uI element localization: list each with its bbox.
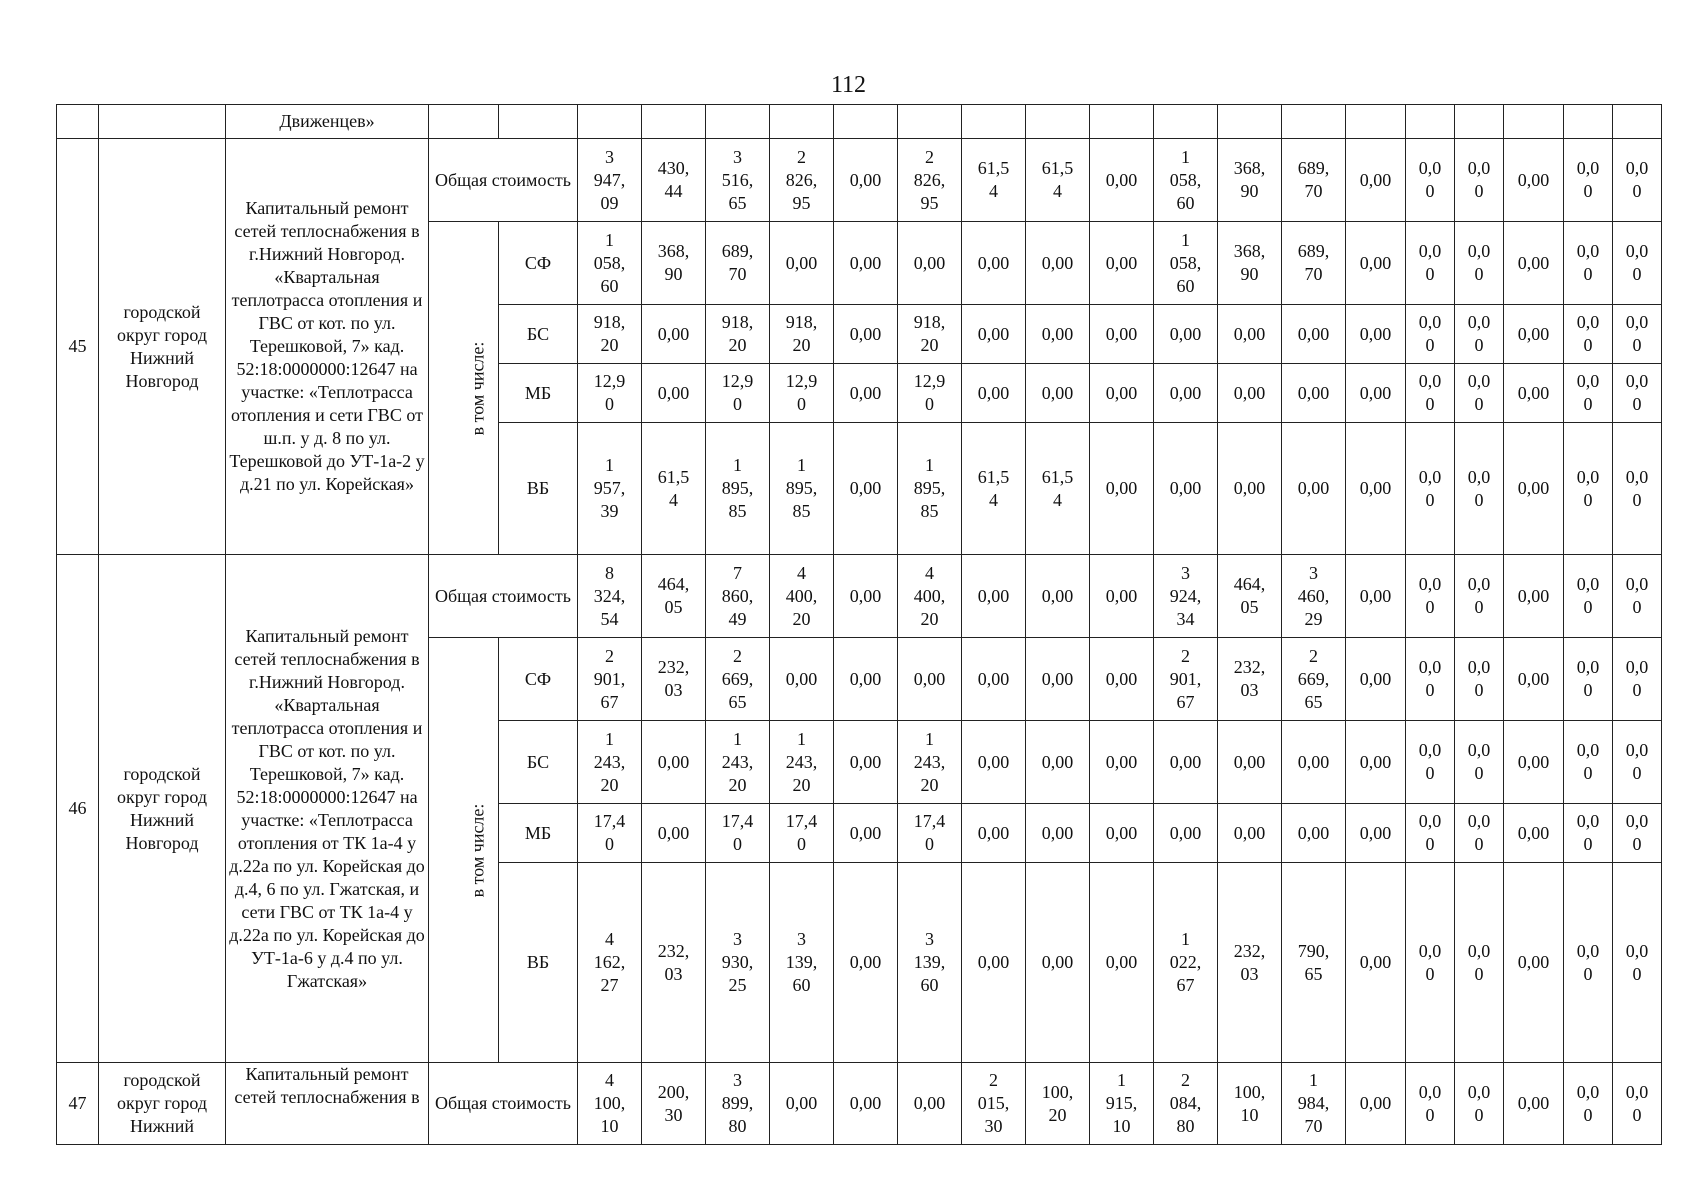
value-cell: 0,00 [1154, 804, 1218, 863]
value-cell: 61,5 4 [1026, 139, 1090, 222]
empty-cell [1154, 105, 1218, 139]
municipality-cell: городской округ город Нижний Новгород [99, 139, 226, 555]
table-row [57, 1063, 1662, 1145]
value-cell: 0,00 [962, 721, 1026, 804]
row-number: 47 [57, 1063, 99, 1145]
value-cell: 0,00 [1026, 222, 1090, 305]
empty-cell [578, 105, 642, 139]
value-cell: 0,00 [1346, 721, 1406, 804]
value-cell: 12,9 0 [578, 364, 642, 423]
value-cell: 0,00 [962, 863, 1026, 1063]
value-cell: 0,00 [1346, 222, 1406, 305]
value-cell: 12,9 0 [898, 364, 962, 423]
value-cell: 0,00 [1346, 804, 1406, 863]
value-cell: 0,0 0 [1564, 364, 1613, 423]
value-cell: 0,00 [834, 863, 898, 1063]
empty-cell [1218, 105, 1282, 139]
value-cell: 2 669, 65 [1282, 638, 1346, 721]
value-cell: 0,0 0 [1455, 555, 1504, 638]
empty-cell [1406, 105, 1455, 139]
value-cell: 0,0 0 [1564, 804, 1613, 863]
value-cell: 430, 44 [642, 139, 706, 222]
value-cell: 0,0 0 [1613, 638, 1662, 721]
row-number: 45 [57, 139, 99, 555]
empty-cell [834, 105, 898, 139]
funding-source-label: МБ [499, 804, 578, 863]
value-cell: 1 895, 85 [706, 423, 770, 555]
value-cell: 0,00 [834, 364, 898, 423]
value-cell: 0,00 [1504, 804, 1564, 863]
empty-cell [1613, 105, 1662, 139]
value-cell: 17,4 0 [706, 804, 770, 863]
value-cell: 0,0 0 [1564, 305, 1613, 364]
funding-source-label: СФ [499, 222, 578, 305]
value-cell: 2 826, 95 [770, 139, 834, 222]
value-cell: 0,00 [1090, 863, 1154, 1063]
value-cell: 2 901, 67 [578, 638, 642, 721]
value-cell: 0,00 [1090, 804, 1154, 863]
value-cell: 1 058, 60 [1154, 139, 1218, 222]
value-cell: 232, 03 [642, 638, 706, 721]
value-cell: 0,00 [1090, 555, 1154, 638]
empty-cell [1564, 105, 1613, 139]
value-cell: 0,00 [962, 364, 1026, 423]
value-cell: 0,00 [1346, 364, 1406, 423]
value-cell: 0,00 [1218, 721, 1282, 804]
value-cell: 0,00 [642, 305, 706, 364]
funding-source-label: БС [499, 721, 578, 804]
value-cell: 0,00 [1026, 555, 1090, 638]
value-cell: 0,0 0 [1455, 423, 1504, 555]
value-cell: 0,0 0 [1455, 364, 1504, 423]
value-cell: 0,00 [834, 804, 898, 863]
value-cell: 17,4 0 [578, 804, 642, 863]
in-that-number-cell [429, 638, 499, 1063]
value-cell: 2 015, 30 [962, 1063, 1026, 1145]
value-cell: 3 460, 29 [1282, 555, 1346, 638]
value-cell: 1 243, 20 [578, 721, 642, 804]
value-cell: 0,00 [1504, 139, 1564, 222]
value-cell: 0,00 [1090, 638, 1154, 721]
value-cell: 0,00 [1154, 364, 1218, 423]
empty-cell [499, 105, 578, 139]
value-cell: 0,0 0 [1455, 804, 1504, 863]
value-cell: 0,00 [1026, 804, 1090, 863]
investment-table [56, 104, 1662, 1145]
description-cell: Движенцев» [226, 105, 429, 139]
value-cell: 2 901, 67 [1154, 638, 1218, 721]
value-cell: 0,0 0 [1406, 555, 1455, 638]
value-cell: 0,00 [962, 804, 1026, 863]
value-cell: 1 058, 60 [578, 222, 642, 305]
value-cell: 3 139, 60 [898, 863, 962, 1063]
empty-cell [770, 105, 834, 139]
value-cell: 61,5 4 [962, 139, 1026, 222]
description-cell: Капитальный ремонт сетей теплоснабжения в [226, 1063, 429, 1145]
value-cell: 61,5 4 [962, 423, 1026, 555]
value-cell: 689, 70 [1282, 222, 1346, 305]
value-cell: 0,00 [1282, 804, 1346, 863]
value-cell: 0,0 0 [1455, 139, 1504, 222]
value-cell: 4 400, 20 [898, 555, 962, 638]
value-cell: 790, 65 [1282, 863, 1346, 1063]
value-cell: 2 826, 95 [898, 139, 962, 222]
value-cell: 0,00 [1218, 804, 1282, 863]
empty-cell [429, 105, 499, 139]
value-cell: 0,00 [1026, 305, 1090, 364]
value-cell: 0,0 0 [1455, 721, 1504, 804]
value-cell: 0,00 [1282, 305, 1346, 364]
value-cell: 0,0 0 [1564, 423, 1613, 555]
value-cell: 0,0 0 [1406, 721, 1455, 804]
empty-cell [898, 105, 962, 139]
value-cell: 1 984, 70 [1282, 1063, 1346, 1145]
value-cell: 0,00 [962, 638, 1026, 721]
value-cell: 0,00 [1504, 555, 1564, 638]
value-cell: 0,0 0 [1406, 638, 1455, 721]
value-cell: 61,5 4 [1026, 423, 1090, 555]
value-cell: 0,00 [962, 305, 1026, 364]
funding-source-label: БС [499, 305, 578, 364]
value-cell: 0,00 [1346, 863, 1406, 1063]
value-cell: 0,00 [1090, 305, 1154, 364]
value-cell: 0,0 0 [1564, 1063, 1613, 1145]
value-cell: 0,00 [898, 1063, 962, 1145]
value-cell: 0,00 [1026, 863, 1090, 1063]
value-cell: 0,0 0 [1613, 804, 1662, 863]
value-cell: 918, 20 [706, 305, 770, 364]
value-cell: 368, 90 [642, 222, 706, 305]
funding-source-label: МБ [499, 364, 578, 423]
funding-source-label: ВБ [499, 423, 578, 555]
value-cell: 0,00 [1282, 721, 1346, 804]
value-cell: 0,00 [1504, 364, 1564, 423]
page-number: 112 [830, 72, 867, 98]
value-cell: 0,0 0 [1455, 638, 1504, 721]
value-cell: 8 324, 54 [578, 555, 642, 638]
empty-cell [99, 105, 226, 139]
value-cell: 918, 20 [578, 305, 642, 364]
value-cell: 12,9 0 [706, 364, 770, 423]
value-cell: 232, 03 [1218, 638, 1282, 721]
empty-cell [962, 105, 1026, 139]
value-cell: 689, 70 [1282, 139, 1346, 222]
empty-cell [1090, 105, 1154, 139]
value-cell: 1 957, 39 [578, 423, 642, 555]
value-cell: 0,00 [642, 804, 706, 863]
description-cell: Капитальный ремонт сетей теплоснабжения в г.Нижний Новгород. «Квартальная теплотрасса отопления и ГВС от кот. по ул. Терешковой, 7» кад. 52:18:0000000:12647 на участке: «Теплотрасса отопления и сети ГВС от ш.п. у д. 8 по ул. Терешковой до УТ-1а-2 у д.21 по ул. Корейская» [226, 139, 429, 555]
value-cell: 0,00 [1218, 423, 1282, 555]
value-cell: 0,0 0 [1455, 305, 1504, 364]
value-cell: 17,4 0 [898, 804, 962, 863]
in-that-number-cell [429, 222, 499, 555]
value-cell: 1 243, 20 [706, 721, 770, 804]
value-cell: 0,0 0 [1613, 863, 1662, 1063]
value-cell: 4 100, 10 [578, 1063, 642, 1145]
table-row [57, 139, 1662, 222]
value-cell: 0,00 [834, 555, 898, 638]
empty-cell [1346, 105, 1406, 139]
value-cell: 368, 90 [1218, 139, 1282, 222]
value-cell: 0,00 [1346, 555, 1406, 638]
value-cell: 0,00 [834, 222, 898, 305]
value-cell: 0,00 [1346, 1063, 1406, 1145]
value-cell: 0,00 [642, 364, 706, 423]
value-cell: 0,0 0 [1406, 305, 1455, 364]
empty-cell [1026, 105, 1090, 139]
empty-cell [57, 105, 99, 139]
value-cell: 0,0 0 [1613, 423, 1662, 555]
value-cell: 3 947, 09 [578, 139, 642, 222]
value-cell: 2 669, 65 [706, 638, 770, 721]
value-cell: 0,0 0 [1613, 305, 1662, 364]
value-cell: 0,00 [1090, 423, 1154, 555]
value-cell: 0,00 [1504, 721, 1564, 804]
value-cell: 100, 20 [1026, 1063, 1090, 1145]
value-cell: 0,00 [1090, 721, 1154, 804]
value-cell: 1 895, 85 [898, 423, 962, 555]
value-cell: 1 243, 20 [898, 721, 962, 804]
value-cell: 0,00 [1504, 863, 1564, 1063]
value-cell: 0,00 [962, 222, 1026, 305]
value-cell: 0,0 0 [1406, 1063, 1455, 1145]
total-cost-label: Общая стоимость [429, 1063, 578, 1145]
in-that-number-label: в том числе: [467, 803, 488, 897]
value-cell: 0,00 [1218, 364, 1282, 423]
value-cell: 3 516, 65 [706, 139, 770, 222]
value-cell: 0,00 [898, 638, 962, 721]
value-cell: 61,5 4 [642, 423, 706, 555]
total-cost-label: Общая стоимость [429, 555, 578, 638]
value-cell: 0,0 0 [1455, 1063, 1504, 1145]
value-cell: 0,00 [1154, 721, 1218, 804]
value-cell: 0,0 0 [1564, 139, 1613, 222]
value-cell: 0,00 [1504, 423, 1564, 555]
value-cell: 0,00 [1218, 305, 1282, 364]
value-cell: 1 895, 85 [770, 423, 834, 555]
value-cell: 0,00 [770, 638, 834, 721]
value-cell: 0,0 0 [1455, 863, 1504, 1063]
value-cell: 0,00 [642, 721, 706, 804]
value-cell: 464, 05 [1218, 555, 1282, 638]
value-cell: 0,00 [1282, 423, 1346, 555]
value-cell: 17,4 0 [770, 804, 834, 863]
value-cell: 100, 10 [1218, 1063, 1282, 1145]
value-cell: 0,00 [834, 305, 898, 364]
value-cell: 0,0 0 [1406, 364, 1455, 423]
value-cell: 0,00 [1154, 423, 1218, 555]
in-that-number-label: в том числе: [467, 341, 488, 435]
value-cell: 232, 03 [642, 863, 706, 1063]
empty-cell [706, 105, 770, 139]
value-cell: 368, 90 [1218, 222, 1282, 305]
value-cell: 0,0 0 [1406, 863, 1455, 1063]
value-cell: 3 899, 80 [706, 1063, 770, 1145]
value-cell: 0,00 [770, 222, 834, 305]
value-cell: 0,00 [1282, 364, 1346, 423]
value-cell: 0,00 [1504, 1063, 1564, 1145]
description-cell: Капитальный ремонт сетей теплоснабжения в г.Нижний Новгород. «Квартальная теплотрасса отопления и ГВС от кот. по ул. Терешковой, 7» кад. 52:18:0000000:12647 на участке: «Теплотрасса отопления от ТК 1а-4 у д.22а по ул. Корейская до д.4, 6 по ул. Гжатская, и сети ГВС от ТК 1а-4 у д.22а по ул. Корейская до УТ-1а-6 у д.4 по ул. Гжатская» [226, 555, 429, 1063]
value-cell: 0,0 0 [1406, 804, 1455, 863]
funding-source-label: СФ [499, 638, 578, 721]
value-cell: 0,00 [1026, 721, 1090, 804]
table-row [57, 555, 1662, 638]
value-cell: 0,00 [1504, 638, 1564, 721]
value-cell: 0,0 0 [1564, 555, 1613, 638]
value-cell: 0,00 [1026, 638, 1090, 721]
value-cell: 0,00 [1026, 364, 1090, 423]
value-cell: 0,00 [1090, 139, 1154, 222]
value-cell: 0,0 0 [1406, 139, 1455, 222]
value-cell: 0,00 [834, 1063, 898, 1145]
value-cell: 0,00 [1346, 423, 1406, 555]
value-cell: 4 162, 27 [578, 863, 642, 1063]
value-cell: 0,00 [834, 721, 898, 804]
value-cell: 0,0 0 [1613, 555, 1662, 638]
municipality-cell: городской округ город Нижний [99, 1063, 226, 1145]
value-cell: 0,0 0 [1613, 721, 1662, 804]
municipality-cell: городской округ город Нижний Новгород [99, 555, 226, 1063]
value-cell: 1 022, 67 [1154, 863, 1218, 1063]
value-cell: 0,0 0 [1613, 1063, 1662, 1145]
row-number: 46 [57, 555, 99, 1063]
value-cell: 0,0 0 [1406, 423, 1455, 555]
value-cell: 0,00 [834, 139, 898, 222]
value-cell: 3 139, 60 [770, 863, 834, 1063]
value-cell: 0,00 [1090, 222, 1154, 305]
value-cell: 4 400, 20 [770, 555, 834, 638]
value-cell: 689, 70 [706, 222, 770, 305]
value-cell: 0,0 0 [1613, 139, 1662, 222]
value-cell: 232, 03 [1218, 863, 1282, 1063]
empty-cell [1282, 105, 1346, 139]
value-cell: 0,0 0 [1613, 364, 1662, 423]
value-cell: 0,00 [834, 638, 898, 721]
value-cell: 0,0 0 [1406, 222, 1455, 305]
value-cell: 0,00 [1154, 305, 1218, 364]
value-cell: 0,00 [1346, 139, 1406, 222]
total-cost-label: Общая стоимость [429, 139, 578, 222]
value-cell: 0,00 [834, 423, 898, 555]
table-row [57, 105, 1662, 139]
value-cell: 0,00 [1504, 222, 1564, 305]
value-cell: 0,0 0 [1564, 638, 1613, 721]
value-cell: 0,00 [1090, 364, 1154, 423]
value-cell: 1 243, 20 [770, 721, 834, 804]
value-cell: 0,00 [962, 555, 1026, 638]
value-cell: 3 924, 34 [1154, 555, 1218, 638]
value-cell: 1 058, 60 [1154, 222, 1218, 305]
value-cell: 200, 30 [642, 1063, 706, 1145]
value-cell: 0,0 0 [1455, 222, 1504, 305]
value-cell: 0,0 0 [1613, 222, 1662, 305]
empty-cell [642, 105, 706, 139]
funding-source-label: ВБ [499, 863, 578, 1063]
value-cell: 1 915, 10 [1090, 1063, 1154, 1145]
empty-cell [1504, 105, 1564, 139]
value-cell: 0,00 [770, 1063, 834, 1145]
value-cell: 0,0 0 [1564, 863, 1613, 1063]
value-cell: 0,00 [1346, 305, 1406, 364]
value-cell: 12,9 0 [770, 364, 834, 423]
value-cell: 0,0 0 [1564, 222, 1613, 305]
empty-cell [1455, 105, 1504, 139]
value-cell: 3 930, 25 [706, 863, 770, 1063]
value-cell: 7 860, 49 [706, 555, 770, 638]
value-cell: 0,0 0 [1564, 721, 1613, 804]
value-cell: 918, 20 [770, 305, 834, 364]
value-cell: 464, 05 [642, 555, 706, 638]
value-cell: 0,00 [1504, 305, 1564, 364]
value-cell: 0,00 [1346, 638, 1406, 721]
value-cell: 2 084, 80 [1154, 1063, 1218, 1145]
value-cell: 0,00 [898, 222, 962, 305]
value-cell: 918, 20 [898, 305, 962, 364]
